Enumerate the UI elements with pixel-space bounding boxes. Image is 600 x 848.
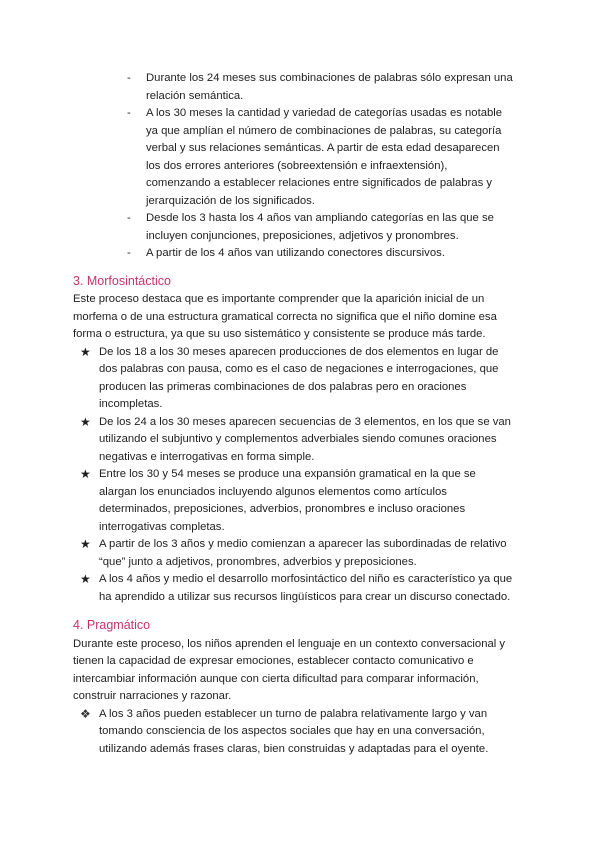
star-icon: ★	[80, 572, 91, 586]
list-item	[73, 105, 513, 210]
list-item	[73, 706, 513, 759]
list-item	[73, 536, 513, 571]
document-body	[73, 70, 513, 758]
dash-bullet: -	[127, 212, 131, 224]
list-item-text: De los 24 a los 30 meses aparecen secuencias de 3 elementos, en los que se van utilizando el subjuntivo y complementos adverbiales siendo comunes oraciones negativas e interrogativas en forma simple.	[99, 415, 511, 463]
dash-bullet: -	[127, 247, 131, 259]
star-icon: ★	[80, 467, 91, 481]
dash-bullet: -	[127, 107, 131, 119]
section-paragraph: Durante este proceso, los niños aprenden el lenguaje en un contexto conversacional y tienen la capacidad de expresar emociones, establecer contacto comunicativo e intercambiar información aunque con cierta dificultad para comparar información, construir narraciones y razonar.	[73, 637, 506, 702]
list-item	[73, 70, 513, 105]
section-heading-pragmatico: 4. Pragmático	[73, 618, 151, 632]
list-item	[73, 571, 513, 606]
section-paragraph: Este proceso destaca que es importante comprender que la aparición inicial de un morfema o de una estructura gramatical correcta no significa que el niño domine esa forma o estructura, ya que su uso sistemático y consistente se produce más tarde.	[73, 293, 497, 340]
list-item-text: Entre los 30 y 54 meses se produce una expansión gramatical en la que se alargan los enunciados incluyendo algunos elementos como artículos determinados, preposiciones, adverbios, pronombres e incluso oraciones interrogativas completas.	[99, 468, 476, 533]
list-item-text: A los 3 años pueden establecer un turno de palabra relativamente largo y van tomando consciencia de los aspectos sociales que hay en una conversación, utilizando además frases claras, bien construidas y adaptadas para el oyente.	[99, 707, 489, 755]
star-icon: ★	[80, 537, 91, 551]
morfosintactico-star-list	[73, 344, 513, 607]
list-item-text: A partir de los 4 años van utilizando conectores discursivos.	[146, 247, 445, 259]
list-item	[73, 210, 513, 245]
dash-bullet: -	[127, 72, 131, 84]
diamond-icon: ❖	[80, 706, 91, 721]
intro-dash-list	[73, 70, 513, 263]
list-item	[73, 466, 513, 536]
list-item	[73, 414, 513, 467]
list-item-text: Desde los 3 hasta los 4 años van ampliando categorías en las que se incluyen conjunciones, preposiciones, adjetivos y pronombres.	[146, 212, 494, 242]
pragmatico-diamond-list	[73, 706, 513, 759]
list-item-text: Durante los 24 meses sus combinaciones de palabras sólo expresan una relación semántica.	[146, 72, 513, 102]
star-icon: ★	[80, 344, 91, 359]
list-item-text: A los 30 meses la cantidad y variedad de categorías usadas es notable ya que amplían el número de combinaciones de palabras, su categoría verbal y sus relaciones semánticas. A partir de esta edad desaparecen los dos errores anteriores (sobreextensión e infraextensión), comenzando a establecer relaciones entre significados de palabras y jerarquización de los significados.	[146, 107, 503, 207]
list-item-text: De los 18 a los 30 meses aparecen producciones de dos elementos en lugar de dos palabras con pausa, como es el caso de negaciones e interrogaciones, que producen las primeras combinaciones de dos palabras pero en oraciones incompletas.	[99, 345, 499, 410]
list-item-text: A los 4 años y medio el desarrollo morfosintáctico del niño es característico ya que ha aprendido a utilizar sus recursos lingüísticos para crear un discurso conectado.	[99, 573, 513, 603]
star-icon: ★	[80, 414, 91, 429]
section-heading-morfosintactico: 3. Morfosintáctico	[73, 273, 171, 288]
list-item-text: A partir de los 3 años y medio comienzan a aparecer las subordinadas de relativo “que” junto a adjetivos, pronombres, adverbios y preposiciones.	[99, 538, 507, 568]
list-item	[73, 245, 513, 263]
list-item	[73, 344, 513, 414]
